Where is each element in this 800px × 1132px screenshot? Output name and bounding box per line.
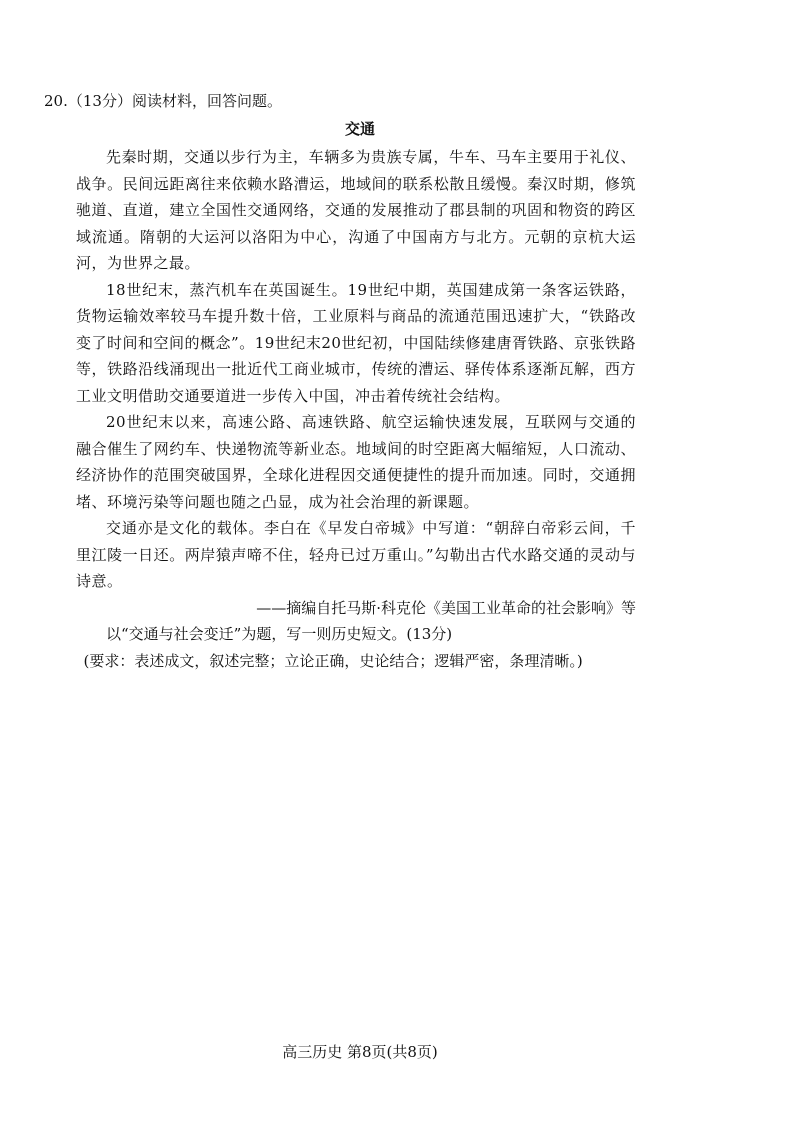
page-footer: 高三历史 第8页(共8页): [282, 1043, 438, 1061]
material-paragraph-2: 18世纪末，蒸汽机车在英国诞生。19世纪中期，英国建成第一条客运铁路，货物运输效率较马车提升数十倍，工业原料与商品的流通范围迅速扩大，“铁路改变了时间和空间的概念”。19世纪末20世纪初，中国陆续修建唐胥铁路、京张铁路等，铁路沿线涌现出一批近代工商业城市，传统的漕运、驿传体系逐渐瓦解，西方工业文明借助交通要道进一步传入中国，冲击着传统社会结构。: [76, 280, 636, 405]
task-prompt: 以“交通与社会变迁”为题，写一则历史短文。(13分): [106, 625, 453, 643]
material-paragraph-1: 先秦时期，交通以步行为主，车辆多为贵族专属，牛车、马车主要用于礼仪、战争。民间远距离往来依赖水路漕运，地域间的联系松散且缓慢。秦汉时期，修筑驰道、直道，建立全国性交通网络，交通的发展推动了郡县制的巩固和物资的跨区域流通。隋朝的大运河以洛阳为中心，沟通了中国南方与北方。元朝的京杭大运河，为世界之最。: [76, 148, 636, 272]
question-header: 20.（13分）阅读材料，回答问题。: [44, 92, 282, 110]
material-title: 交通: [344, 120, 375, 138]
task-requirements: (要求：表述成文，叙述完整；立论正确，史论结合；逻辑严密，条理清晰。): [83, 651, 583, 670]
material-source: ——摘编自托马斯·科克伦《美国工业革命的社会影响》等: [256, 598, 636, 617]
material-paragraph-3: 20世纪末以来，高速公路、高速铁路、航空运输快速发展，互联网与交通的融合催生了网约车、快递物流等新业态。地域间的时空距离大幅缩短，人口流动、经济协作的范围突破国界，全球化进程因交通便捷性的提升而加速。同时，交通拥堵、环境污染等问题也随之凸显，成为社会治理的新课题。: [76, 413, 636, 511]
material-paragraph-4: 交通亦是文化的载体。李白在《早发白帝城》中写道：“朝辞白帝彩云间，千里江陵一日还。两岸猿声啼不住，轻舟已过万重山。”勾勒出古代水路交通的灵动与诗意。: [76, 519, 636, 590]
material-body: [76, 144, 636, 674]
